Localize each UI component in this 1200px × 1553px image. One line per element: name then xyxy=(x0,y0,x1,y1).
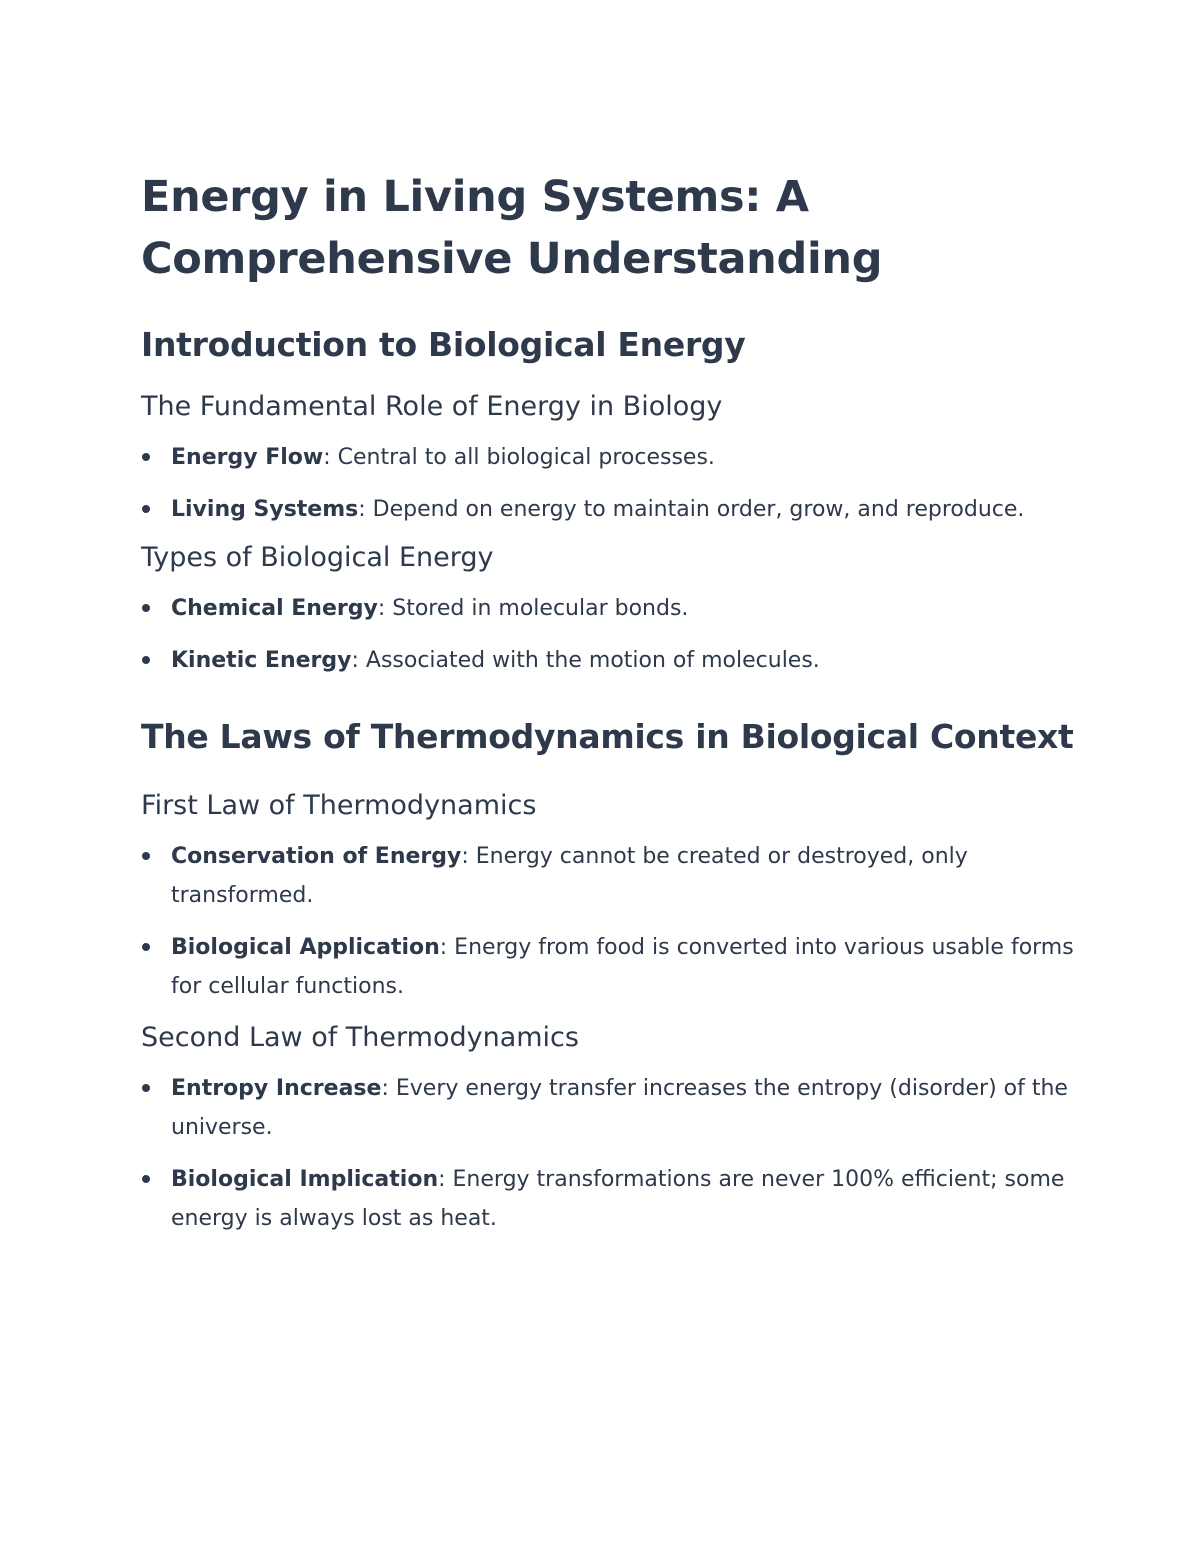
section-heading-thermodynamics: The Laws of Thermodynamics in Biological Context xyxy=(141,717,1074,756)
bullet-list-fundamental-role xyxy=(141,438,1081,529)
list-item-text: : Every energy transfer increases the entropy (disorder) of the universe. xyxy=(171,1076,1068,1140)
list-item-text: : Associated with the motion of molecules. xyxy=(351,648,820,673)
list-item-text: : Energy transformations are never 100% efficient; some energy is always lost as heat. xyxy=(171,1167,1065,1231)
list-item-text: : Stored in molecular bonds. xyxy=(377,596,689,621)
bullet-icon xyxy=(142,1084,150,1092)
list-item xyxy=(141,589,1081,628)
document-content xyxy=(141,166,1081,1238)
bullet-icon xyxy=(142,1175,150,1183)
bullet-icon xyxy=(142,656,150,664)
bullet-icon xyxy=(142,852,150,860)
list-item-term: Biological Implication xyxy=(171,1167,439,1192)
list-item-text: : Energy cannot be created or destroyed, only transformed. xyxy=(171,844,968,908)
section-heading-introduction: Introduction to Biological Energy xyxy=(141,325,746,364)
bullet-icon xyxy=(142,505,150,513)
list-item-term: Living Systems xyxy=(171,497,359,522)
list-item-text: : Energy from food is converted into various usable forms for cellular functions. xyxy=(171,935,1074,999)
list-item-term: Chemical Energy xyxy=(171,596,378,621)
list-item-text: : Depend on energy to maintain order, grow, and reproduce. xyxy=(358,497,1025,522)
list-item xyxy=(141,837,1081,915)
list-item-text: : Central to all biological processes. xyxy=(323,445,715,470)
list-item xyxy=(141,1160,1081,1238)
subsection-heading-types-of-energy: Types of Biological Energy xyxy=(141,542,494,573)
subsection-heading-fundamental-role: The Fundamental Role of Energy in Biology xyxy=(141,391,723,422)
list-item xyxy=(141,928,1081,1006)
list-item xyxy=(141,1069,1081,1147)
subsection-heading-second-law: Second Law of Thermodynamics xyxy=(141,1022,579,1053)
bullet-list-types-of-energy xyxy=(141,589,1081,680)
list-item xyxy=(141,641,1081,680)
list-item-term: Conservation of Energy xyxy=(171,844,462,869)
list-item-term: Kinetic Energy xyxy=(171,648,352,673)
list-item xyxy=(141,490,1081,529)
bullet-icon xyxy=(142,943,150,951)
list-item-term: Entropy Increase xyxy=(171,1076,382,1101)
list-item-term: Energy Flow xyxy=(171,445,324,470)
list-item xyxy=(141,438,1081,477)
document-title: Energy in Living Systems: A Comprehensive Understanding xyxy=(141,172,883,284)
bullet-icon xyxy=(142,604,150,612)
list-item-term: Biological Application xyxy=(171,935,440,960)
subsection-heading-first-law: First Law of Thermodynamics xyxy=(141,790,537,821)
bullet-icon xyxy=(142,453,150,461)
bullet-list-first-law xyxy=(141,837,1081,1006)
bullet-list-second-law xyxy=(141,1069,1081,1238)
